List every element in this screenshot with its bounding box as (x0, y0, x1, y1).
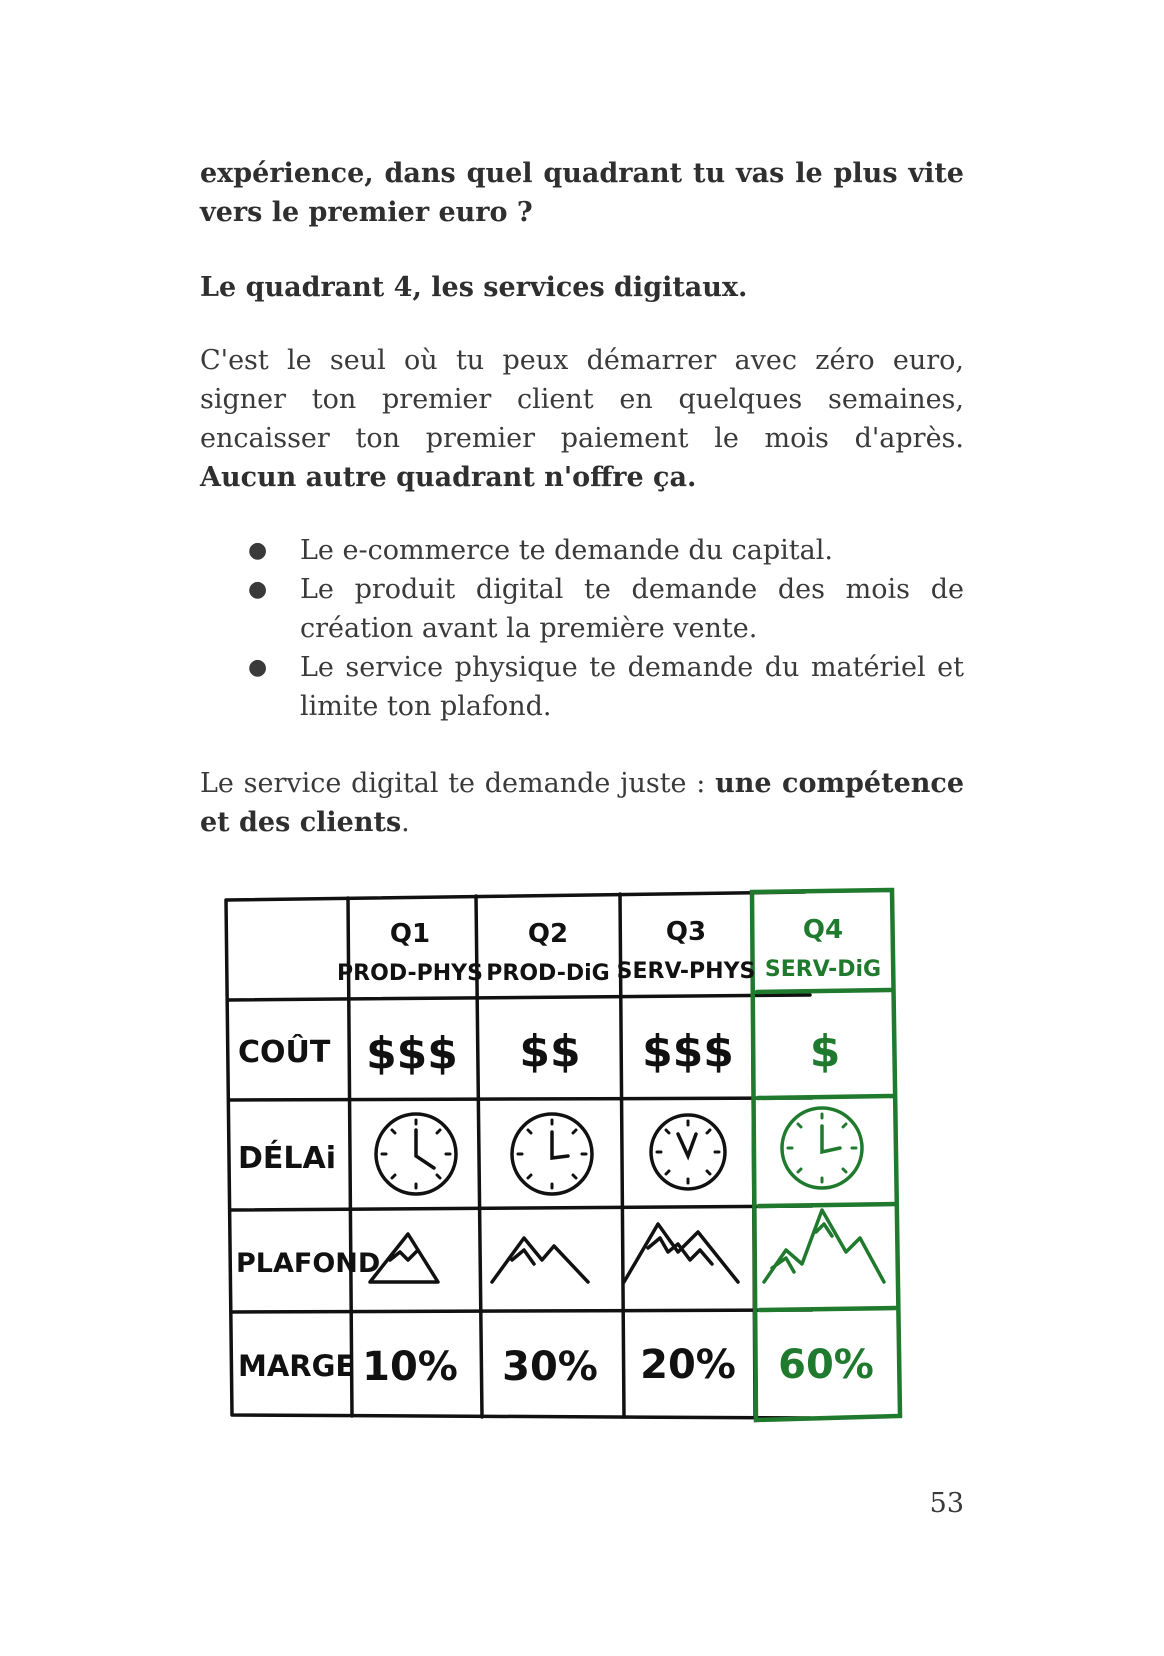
cost-q1: $$$ (366, 1028, 458, 1079)
row-label-ceiling: PLAFOND (236, 1248, 381, 1279)
explanation-bold: Aucun autre quadrant n'offre ça. (200, 462, 697, 493)
page-number: 53 (929, 1488, 964, 1519)
column-q4-name: SERV-DiG (764, 957, 882, 982)
margin-q4: 60% (778, 1342, 874, 1388)
paragraph-explanation (200, 341, 964, 497)
answer-text: Le quadrant 4, les services digitaux. (200, 272, 748, 303)
cost-q3: $$$ (642, 1026, 734, 1077)
cost-q4: $ (809, 1026, 841, 1077)
column-q2-label: Q2 (527, 919, 569, 949)
column-q2-name: PROD-DiG (486, 961, 610, 986)
bullet-text: Le e-commerce te demande du capital. (300, 535, 833, 566)
row-label-cost: COÛT (238, 1035, 331, 1070)
margin-q3: 20% (640, 1342, 736, 1388)
bullet-text: Le service physique te demande du matériel et limite ton plafond. (300, 652, 964, 722)
column-q3-name: SERV-PHYS (616, 959, 756, 984)
row-label-delay: DÉLAi (238, 1141, 337, 1176)
bullet-icon: ● (248, 538, 268, 563)
column-q4-label: Q4 (802, 915, 844, 945)
margin-q2: 30% (502, 1344, 598, 1390)
bullet-text: Le produit digital te demande des mois de création avant la première vente. (300, 574, 964, 644)
list-item (200, 570, 964, 648)
row-label-margin: MARGE (238, 1349, 356, 1383)
paragraph-question (200, 154, 964, 232)
clock-icon (651, 1115, 725, 1189)
conclusion-end: . (401, 807, 410, 838)
mountain-icon (492, 1238, 588, 1282)
cost-q2: $$ (519, 1026, 581, 1077)
list-item (200, 648, 964, 726)
conclusion-text: Le service digital te demande juste : (200, 768, 716, 799)
explanation-text: C'est le seul où tu peux démarrer avec zéro euro, signer ton premier client en quelques semaines, encaisser ton premier paiement le mois d'après. (200, 345, 964, 454)
mountain-icon (624, 1224, 738, 1282)
column-q1-name: PROD-PHYS (337, 961, 483, 986)
column-q1-label: Q1 (389, 919, 431, 949)
bullet-icon: ● (248, 655, 268, 680)
clock-icon (376, 1114, 456, 1194)
column-q3-label: Q3 (665, 917, 707, 947)
bullet-icon: ● (248, 577, 268, 602)
conclusion-bold: une compétence et des clients (200, 768, 965, 838)
question-text: expérience, dans quel quadrant tu vas le plus vite vers le premier euro ? (200, 158, 964, 228)
quadrant-comparison-table (220, 880, 950, 1440)
paragraph-answer (200, 268, 964, 307)
paragraph-conclusion (200, 764, 964, 842)
list-item (200, 531, 964, 570)
clock-icon (782, 1108, 862, 1188)
mountain-icon (764, 1210, 884, 1282)
margin-q1: 10% (362, 1344, 458, 1390)
bullet-list (200, 531, 964, 726)
clock-icon (512, 1114, 592, 1194)
